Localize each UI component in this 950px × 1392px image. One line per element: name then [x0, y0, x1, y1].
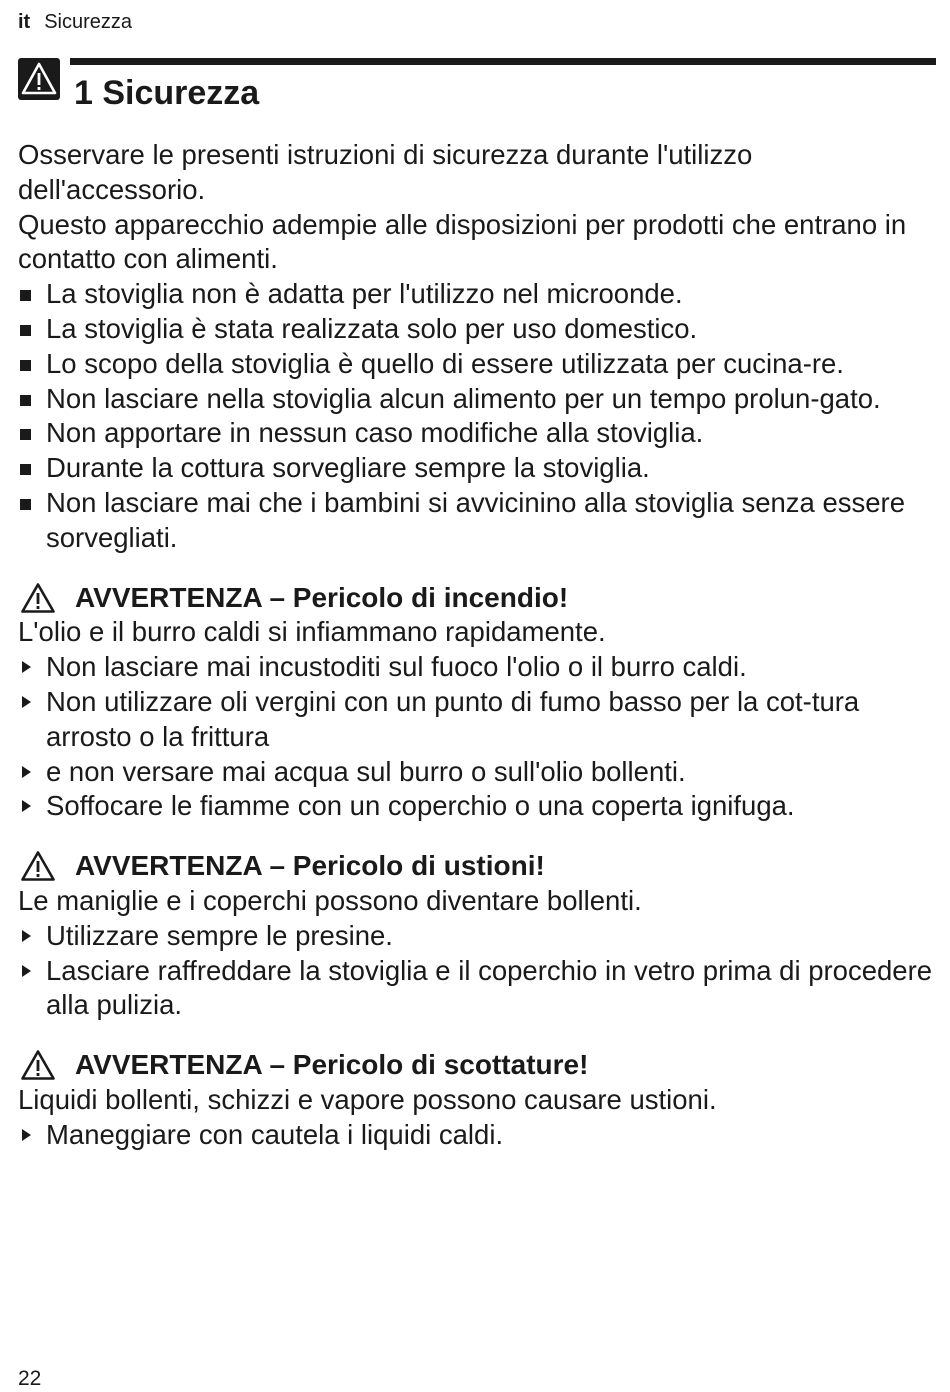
- warning-fire: [18, 581, 933, 825]
- list-item: [18, 347, 933, 382]
- square-bullet-icon: [20, 360, 31, 371]
- arrow-bullet-icon: [22, 696, 31, 708]
- list-item: [18, 789, 933, 824]
- warning-triangle-icon: [20, 850, 56, 882]
- action-text: e non versare mai acqua sul burro o sull'olio bollenti.: [46, 755, 686, 787]
- warning-scalds: [18, 1048, 933, 1152]
- rule-text: Non apportare in nessun caso modifiche alla stoviglia.: [46, 417, 704, 449]
- language-code: it: [18, 11, 31, 33]
- warning-triangle-icon: [20, 582, 56, 614]
- warning-actions-list: [18, 919, 933, 1023]
- arrow-bullet-icon: [22, 661, 31, 673]
- list-item: [18, 650, 933, 685]
- warning-title: AVVERTENZA – Pericolo di incendio!: [75, 581, 569, 613]
- warning-title: AVVERTENZA – Pericolo di scottature!: [75, 1049, 589, 1081]
- page-header: [18, 9, 132, 35]
- arrow-bullet-icon: [22, 766, 31, 778]
- arrow-bullet-icon: [22, 1129, 31, 1141]
- warning-text: L'olio e il burro caldi si infiammano rapidamente.: [18, 616, 606, 648]
- rule-text: Non lasciare nella stoviglia alcun alimento per un tempo prolun-gato.: [46, 382, 881, 414]
- warning-text: Le maniglie e i coperchi possono diventare bollenti.: [18, 884, 642, 916]
- list-item: [18, 416, 933, 451]
- header-section-name: Sicurezza: [44, 11, 133, 33]
- intro-paragraph: Osservare le presenti istruzioni di sicurezza durante l'utilizzo dell'accessorio.: [18, 139, 753, 205]
- warning-burns: [18, 849, 933, 1023]
- list-item: [18, 755, 933, 790]
- list-item: [18, 312, 933, 347]
- section-rule: [70, 58, 936, 65]
- list-item: [18, 919, 933, 954]
- list-item: [18, 685, 933, 755]
- arrow-bullet-icon: [22, 930, 31, 942]
- action-text: Non lasciare mai incustoditi sul fuoco l'olio o il burro caldi.: [46, 651, 747, 683]
- rule-text: Non lasciare mai che i bambini si avvicinino alla stoviglia senza essere sorvegliati.: [46, 486, 906, 553]
- arrow-bullet-icon: [22, 965, 31, 977]
- rule-text: Lo scopo della stoviglia è quello di essere utilizzata per cucina-re.: [46, 347, 844, 379]
- page-number: 22: [18, 1367, 42, 1390]
- square-bullet-icon: [20, 464, 31, 475]
- list-item: [18, 1118, 933, 1153]
- section-title: 1 Sicurezza: [74, 74, 260, 112]
- safety-rules-list: [18, 277, 933, 555]
- warning-heading: [18, 1048, 933, 1083]
- list-item: [18, 486, 933, 556]
- rule-text: La stoviglia è stata realizzata solo per uso domestico.: [46, 312, 698, 344]
- square-bullet-icon: [20, 429, 31, 440]
- warning-actions-list: [18, 650, 933, 824]
- action-text: Non utilizzare oli vergini con un punto di fumo basso per la cot-tura arrosto o la frittura: [46, 685, 860, 752]
- square-bullet-icon: [20, 395, 31, 406]
- intro-paragraph: Questo apparecchio adempie alle disposizioni per prodotti che entrano in contatto con alimenti.: [18, 208, 907, 275]
- rule-text: La stoviglia non è adatta per l'utilizzo nel microonde.: [46, 278, 683, 310]
- list-item: [18, 954, 933, 1024]
- warning-triangle-icon: [20, 1049, 56, 1081]
- list-item: [18, 277, 933, 312]
- safety-content: [18, 138, 933, 1153]
- action-text: Maneggiare con cautela i liquidi caldi.: [46, 1118, 504, 1150]
- action-text: Soffocare le fiamme con un coperchio o una coperta ignifuga.: [46, 790, 795, 822]
- action-text: Lasciare raffreddare la stoviglia e il coperchio in vetro prima di procedere alla pulizia.: [46, 954, 933, 1021]
- warning-heading: [18, 849, 933, 884]
- square-bullet-icon: [20, 325, 31, 336]
- list-item: [18, 451, 933, 486]
- action-text: Utilizzare sempre le presine.: [46, 919, 393, 951]
- warning-heading: [18, 581, 933, 616]
- warning-text: Liquidi bollenti, schizzi e vapore possono causare ustioni.: [18, 1083, 717, 1115]
- square-bullet-icon: [20, 290, 31, 301]
- arrow-bullet-icon: [22, 800, 31, 812]
- list-item: [18, 382, 933, 417]
- warning-title: AVVERTENZA – Pericolo di ustioni!: [75, 850, 545, 882]
- warning-triangle-icon: [18, 58, 60, 100]
- warning-actions-list: [18, 1118, 933, 1153]
- square-bullet-icon: [20, 499, 31, 510]
- rule-text: Durante la cottura sorvegliare sempre la stoviglia.: [46, 452, 650, 484]
